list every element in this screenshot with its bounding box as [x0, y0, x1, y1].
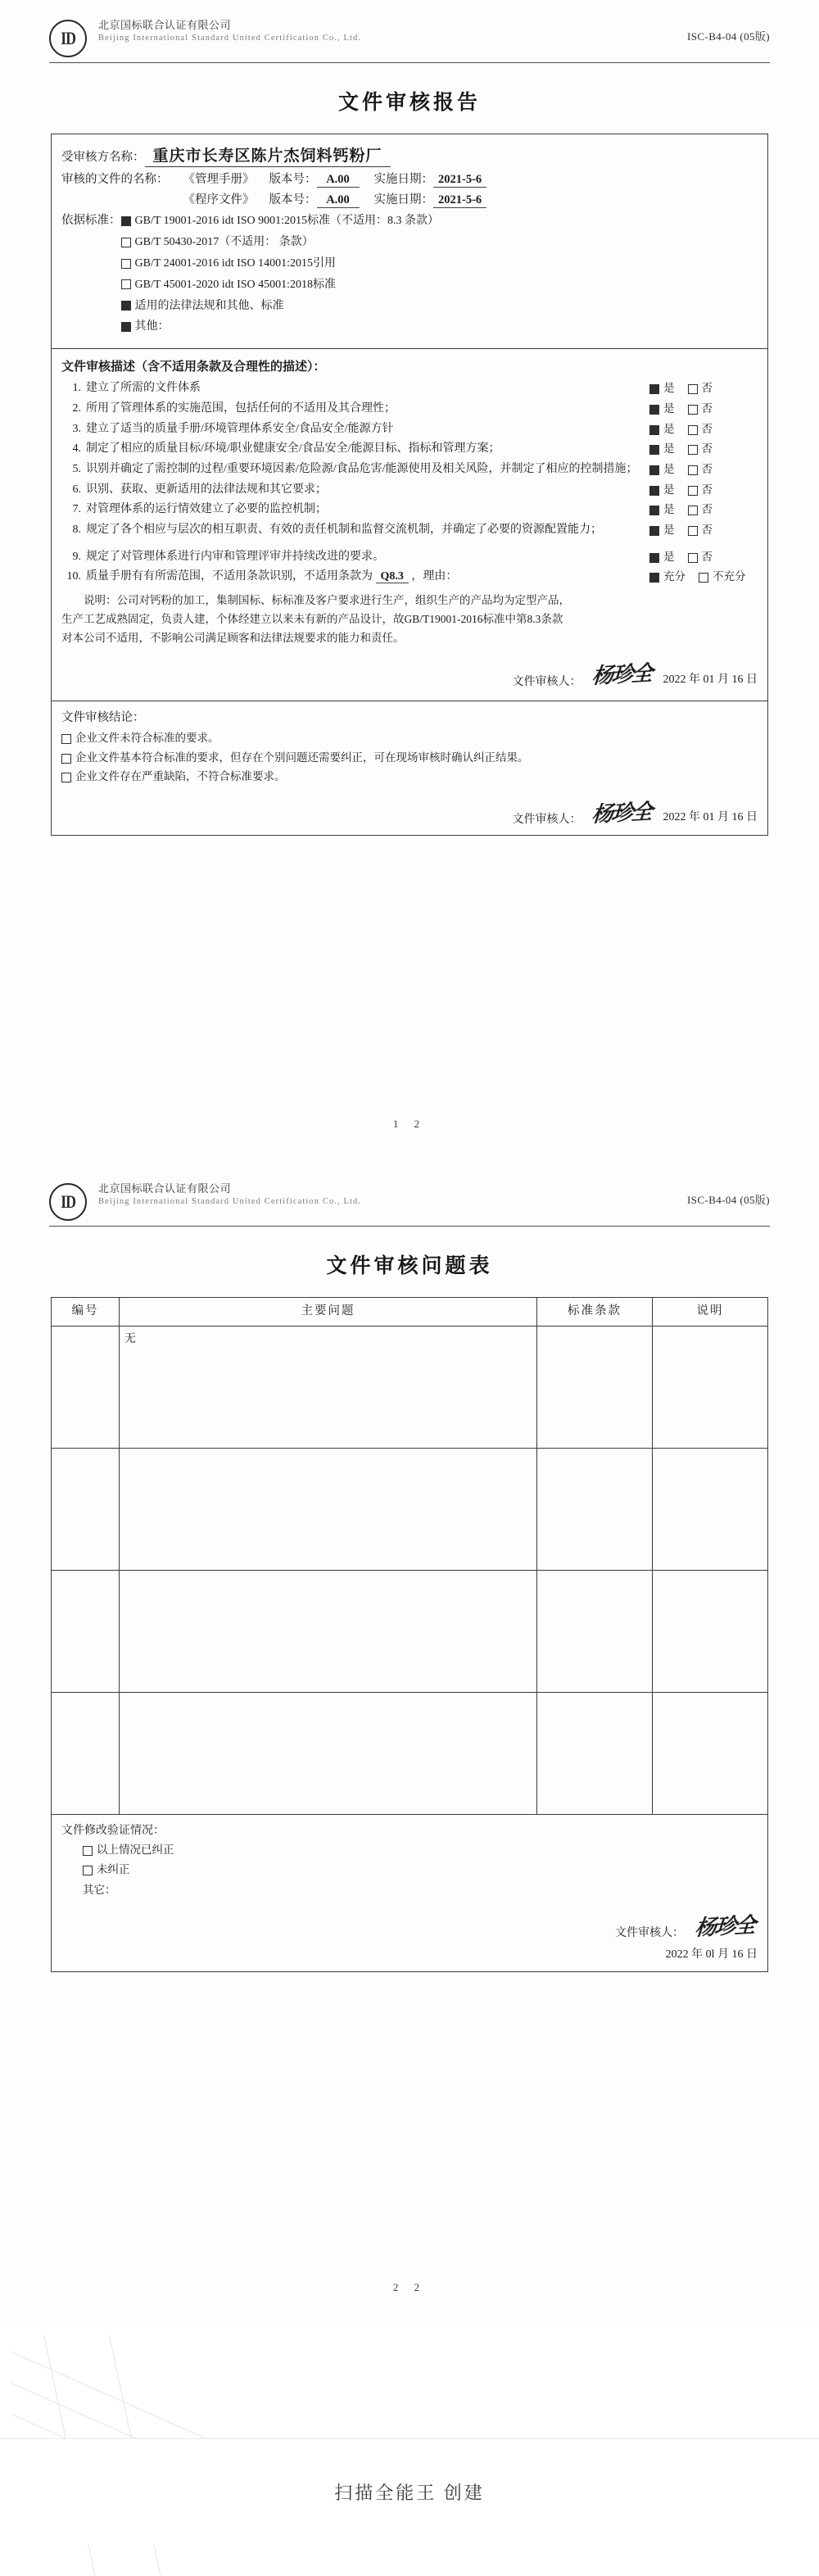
document-code: ISC-B4-04 (05版) [687, 30, 770, 43]
option-yes: 是 [663, 524, 675, 537]
doc-date-0: 2021-5-6 [433, 173, 486, 188]
cell-issue [120, 1449, 537, 1571]
doc-date-label-0: 实施日期： [373, 173, 433, 186]
org-name-cn: 北京国标联合认证有限公司 [98, 1182, 232, 1195]
list-item [61, 501, 758, 519]
standard-text-5: 其他： [134, 320, 170, 333]
header-divider [49, 62, 770, 63]
checkbox-icon[interactable] [649, 425, 659, 435]
item-text: 规定了对管理体系进行内审和管理评审并持续改进的要求。 [86, 550, 384, 563]
cell-remark [653, 1327, 768, 1449]
item10-options[interactable] [649, 568, 758, 586]
page2-header [0, 1163, 819, 1221]
issue-table [51, 1297, 768, 1815]
auditor-label: 文件审核人： [512, 676, 581, 689]
document-page-1 [0, 0, 819, 1163]
item10-text-a: 质量手册有有所需范围，不适用条款识别，不适用条款为 [86, 570, 373, 583]
cell-issue [120, 1693, 537, 1815]
item-number: 5. [72, 463, 81, 476]
table-row [52, 1327, 768, 1449]
page2-audit-date: 2022 年 0l 月 16 日 [665, 1948, 758, 1961]
page1-header [0, 0, 819, 57]
checkbox-icon[interactable] [688, 445, 698, 455]
conclusion-date: 2022 年 01 月 16 日 [663, 810, 758, 823]
item10-clause: Q8.3 [376, 570, 409, 583]
item-options[interactable] [649, 440, 758, 458]
checkbox-icon[interactable] [649, 573, 659, 583]
standard-option-3[interactable] [121, 274, 758, 296]
cell-clause [537, 1693, 653, 1815]
option-no: 否 [701, 382, 713, 395]
document-code: ISC-B4-04 (05版) [687, 1194, 770, 1206]
page-number: 1 2 [392, 1118, 427, 1130]
option-yes: 是 [663, 382, 675, 395]
fix-verification-box [51, 1815, 768, 1972]
scan-footer [0, 2438, 819, 2544]
audit-date: 2022 年 01 月 16 日 [663, 673, 758, 687]
option-yes: 是 [663, 503, 675, 516]
checkbox-icon[interactable] [83, 1866, 93, 1875]
item-number: 4. [72, 442, 81, 456]
cell-issue: 无 [120, 1327, 537, 1449]
logo-text: ID [61, 1191, 75, 1212]
item-options[interactable] [649, 379, 758, 397]
page2-title: 文件审核问题表 [326, 1255, 493, 1277]
checkbox-icon[interactable] [649, 506, 659, 515]
item-text: 所用了管理体系的实施范围，包括任何的不适用及其合理性； [86, 402, 396, 415]
cell-clause [537, 1449, 653, 1571]
description-section [52, 349, 767, 701]
item-number: 3. [72, 422, 81, 435]
fix-other-label: 其它： [83, 1883, 116, 1896]
item-number: 7. [72, 503, 81, 516]
item-options[interactable] [649, 460, 758, 478]
option-yes: 是 [663, 402, 675, 415]
checkbox-icon[interactable] [649, 553, 659, 563]
checkbox-icon[interactable] [649, 445, 659, 455]
page-number: 2 2 [392, 2281, 427, 2293]
item-text: 建立了适当的质量手册/环境管理体系安全/食品安全/能源方针 [86, 422, 394, 435]
scan-footer-area [0, 2327, 819, 2544]
doc-name-0: 《管理手册》 [183, 173, 255, 186]
auditor-signature-line [61, 658, 758, 692]
doc-version-label-0: 版本号： [269, 173, 317, 186]
cell-no [52, 1449, 120, 1571]
checkbox-icon[interactable] [121, 322, 131, 332]
note-line-2: 对本公司不适用，不影响公司满足顾客和法律法规要求的能力和责任。 [61, 631, 405, 644]
conclusion-text-0: 企业文件未符合标准的要求。 [75, 731, 219, 744]
checkbox-icon[interactable] [649, 405, 659, 415]
checkbox-icon[interactable] [649, 526, 659, 536]
column-header-issue: 主要问题 [120, 1298, 537, 1327]
option-no: 否 [701, 483, 713, 496]
conclusion-option-2[interactable] [61, 767, 758, 787]
item-options[interactable] [649, 501, 758, 519]
client-section [52, 134, 767, 349]
docs-label-row [61, 170, 758, 188]
doc-version-label-1: 版本号： [269, 193, 317, 206]
standard-text-2: GB/T 24001-2016 idt ISO 14001:2015引用 [134, 256, 337, 270]
checkbox-icon[interactable] [688, 486, 698, 496]
doc-name-1: 《程序文件》 [183, 193, 255, 206]
option-no: 否 [701, 524, 713, 537]
note-line-0: 说明：公司对钙粉的加工，集制国标、标标准及客户要求进行生产，组织生产的产品均为定型产品， [84, 594, 570, 607]
standard-option-4[interactable] [121, 296, 758, 317]
cell-no [52, 1693, 120, 1815]
option-no: 否 [701, 463, 713, 476]
table-row [52, 1693, 768, 1815]
checkbox-icon[interactable] [688, 526, 698, 536]
client-name: 重庆市长寿区陈片杰饲料钙粉厂 [145, 143, 391, 167]
table-row [52, 1449, 768, 1571]
list-item [61, 460, 758, 479]
cell-no [52, 1571, 120, 1693]
checkbox-icon[interactable] [688, 425, 698, 435]
description-heading: 文件审核描述（含不适用条款及合理性的描述）： [61, 361, 326, 374]
option-yes: 是 [663, 442, 675, 456]
conclusion-option-0[interactable] [61, 728, 758, 748]
list-item [61, 440, 758, 459]
item-options[interactable] [649, 400, 758, 418]
checkbox-icon[interactable] [83, 1846, 93, 1856]
conclusion-text-1: 企业文件基本符合标准的要求，但存在个别问题还需要纠正，可在现场审核时确认纠正结果。 [75, 751, 529, 764]
page-title: 文件审核报告 [337, 92, 481, 114]
option-not-full: 不充分 [713, 570, 746, 583]
item-text: 规定了各个相应与层次的相互职责、有效的责任机制和监督交流机制，并确定了必要的资源配置能力； [86, 524, 602, 537]
fix-heading: 文件修改验证情况： [61, 1825, 165, 1837]
option-yes: 是 [663, 463, 675, 476]
org-name-cn: 北京国标联合认证有限公司 [98, 19, 232, 31]
standard-option-1[interactable] [121, 232, 758, 253]
conclusion-signature-line [61, 796, 758, 827]
conclusion-option-1[interactable] [61, 748, 758, 768]
checkbox-icon[interactable] [121, 301, 131, 311]
description-list [61, 379, 758, 692]
doc-version-1: A.00 [317, 193, 360, 208]
checkbox-icon[interactable] [699, 573, 708, 583]
cell-remark [653, 1693, 768, 1815]
fix-option-text-0: 以上情况已纠正 [97, 1844, 174, 1856]
item-text: 识别、获取、更新适用的法律法规和其它要求； [86, 483, 327, 496]
conclusion-heading: 文件审核结论： [61, 710, 145, 724]
org-names [98, 18, 361, 44]
checkbox-icon[interactable] [649, 465, 659, 475]
cell-remark [653, 1571, 768, 1693]
signature: 杨珍全 [694, 1913, 756, 1940]
standards-row [61, 211, 758, 338]
table-header-row [52, 1298, 768, 1327]
item-number: 10. [66, 570, 81, 583]
conclusion-text-2: 企业文件存在严重缺陷，不符合标准要求。 [75, 770, 286, 783]
table-row [52, 1571, 768, 1693]
standard-option-5[interactable] [121, 316, 758, 338]
standard-text-4: 适用的法律法规和其他、标准 [134, 299, 284, 312]
item-text [86, 568, 649, 587]
item-options[interactable] [649, 548, 758, 566]
option-yes: 是 [663, 422, 675, 435]
item-text: 制定了相应的质量目标/环境/职业健康安全/食品安全/能源目标、指标和管理方案； [86, 442, 500, 456]
fix-option-text-1: 未纠正 [97, 1863, 130, 1876]
item-number: 8. [72, 524, 81, 537]
report-frame [51, 134, 768, 836]
item-text: 对管理体系的运行情效建立了必要的监控机制； [86, 503, 327, 516]
item-options[interactable] [649, 420, 758, 438]
checkbox-icon[interactable] [688, 465, 698, 475]
list-item [61, 379, 758, 398]
docs-row-1 [61, 190, 758, 208]
doc-date-label-1: 实施日期： [373, 193, 433, 206]
checkbox-icon[interactable] [121, 259, 131, 269]
checkbox-icon[interactable] [61, 754, 71, 764]
scan-watermark [11, 2335, 216, 2425]
checkbox-icon[interactable] [688, 553, 698, 563]
standard-text-3: GB/T 45001-2020 idt ISO 45001:2018标准 [134, 278, 337, 291]
checkbox-icon[interactable] [649, 384, 659, 394]
auditor-label: 文件审核人： [614, 1926, 684, 1939]
item-options[interactable] [649, 481, 758, 499]
org-name-en: Beijing International Standard United Certification Co., Ltd. [98, 1196, 362, 1206]
checkbox-icon[interactable] [688, 405, 698, 415]
column-header-remark: 说明 [653, 1298, 768, 1327]
item10-text-b: ，理由： [411, 570, 458, 583]
option-yes: 是 [663, 483, 675, 496]
certification-logo-icon [49, 20, 87, 57]
org-names [98, 1181, 361, 1208]
option-full: 充分 [663, 570, 686, 583]
client-label: 受审核方名称： [61, 151, 145, 164]
docs-label: 审核的文件的名称： [61, 173, 169, 186]
client-row [61, 143, 758, 167]
org-name-en: Beijing International Standard United Certification Co., Ltd. [98, 33, 362, 43]
fix-option-0[interactable] [61, 1840, 758, 1860]
checkbox-icon[interactable] [121, 216, 131, 226]
standard-option-0[interactable] [121, 211, 758, 232]
cell-no [52, 1327, 120, 1449]
list-item [61, 420, 758, 439]
item-text: 识别并确定了需控制的过程/重要环境因素/危险源/食品危害/能源使用及相关风险，并制定了相应的控制措施； [86, 463, 638, 476]
item-number: 2. [72, 402, 81, 415]
column-header-clause: 标准条款 [537, 1298, 653, 1327]
signature: 杨珍全 [591, 661, 654, 688]
item-number: 9. [72, 550, 81, 563]
fix-option-1[interactable] [61, 1860, 758, 1880]
option-no: 否 [701, 550, 713, 563]
doc-version-0: A.00 [317, 173, 360, 188]
item-number: 1. [72, 382, 81, 395]
cell-issue [120, 1571, 537, 1693]
scan-footer-text: 扫描全能王 创建 [334, 2482, 485, 2503]
list-item [61, 400, 758, 419]
standard-option-2[interactable] [121, 253, 758, 274]
option-no: 否 [701, 442, 713, 456]
standard-text-1: GB/T 50430-2017（不适用： 条款） [134, 235, 314, 248]
column-header-no: 编号 [52, 1298, 120, 1327]
fix-other [61, 1880, 758, 1900]
logo-text: ID [61, 28, 75, 48]
option-no: 否 [701, 402, 713, 415]
checkbox-icon[interactable] [61, 734, 71, 744]
doc-date-1: 2021-5-6 [433, 193, 486, 208]
cell-clause [537, 1571, 653, 1693]
list-item [61, 481, 758, 500]
checkbox-icon[interactable] [121, 238, 131, 247]
standard-label: 依据标准： [61, 214, 121, 227]
note-line-1: 生产工艺成熟固定，负责人建，个体经建立以来未有新的产品设计，故GB/T19001-2016标准中第8.3条款 [61, 613, 563, 625]
conclusion-auditor-label: 文件审核人： [512, 813, 581, 826]
list-item-10 [61, 568, 758, 587]
item-number: 6. [72, 483, 81, 496]
list-item [61, 521, 758, 540]
list-item [61, 548, 758, 567]
cell-clause [537, 1327, 653, 1449]
cell-remark [653, 1449, 768, 1571]
standard-text-0: GB/T 19001-2016 idt ISO 9001:2015标准（不适用：8.3 条款） [134, 215, 440, 227]
signature: 杨珍全 [590, 799, 653, 827]
checkbox-icon[interactable] [688, 506, 698, 515]
option-no: 否 [701, 422, 713, 435]
item-options[interactable] [649, 521, 758, 539]
checkbox-icon[interactable] [121, 279, 131, 289]
document-page-2 [0, 1163, 819, 2327]
conclusion-section [52, 701, 767, 835]
checkbox-icon[interactable] [649, 486, 659, 496]
checkbox-icon[interactable] [688, 384, 698, 394]
explanation-note [61, 592, 758, 648]
certification-logo-icon [49, 1183, 87, 1221]
option-no: 否 [701, 503, 713, 516]
option-yes: 是 [663, 550, 675, 563]
item-text: 建立了所需的文件体系 [86, 382, 201, 395]
header-divider [49, 1226, 770, 1227]
checkbox-icon[interactable] [61, 773, 71, 782]
page2-signature-line [61, 1910, 758, 1940]
